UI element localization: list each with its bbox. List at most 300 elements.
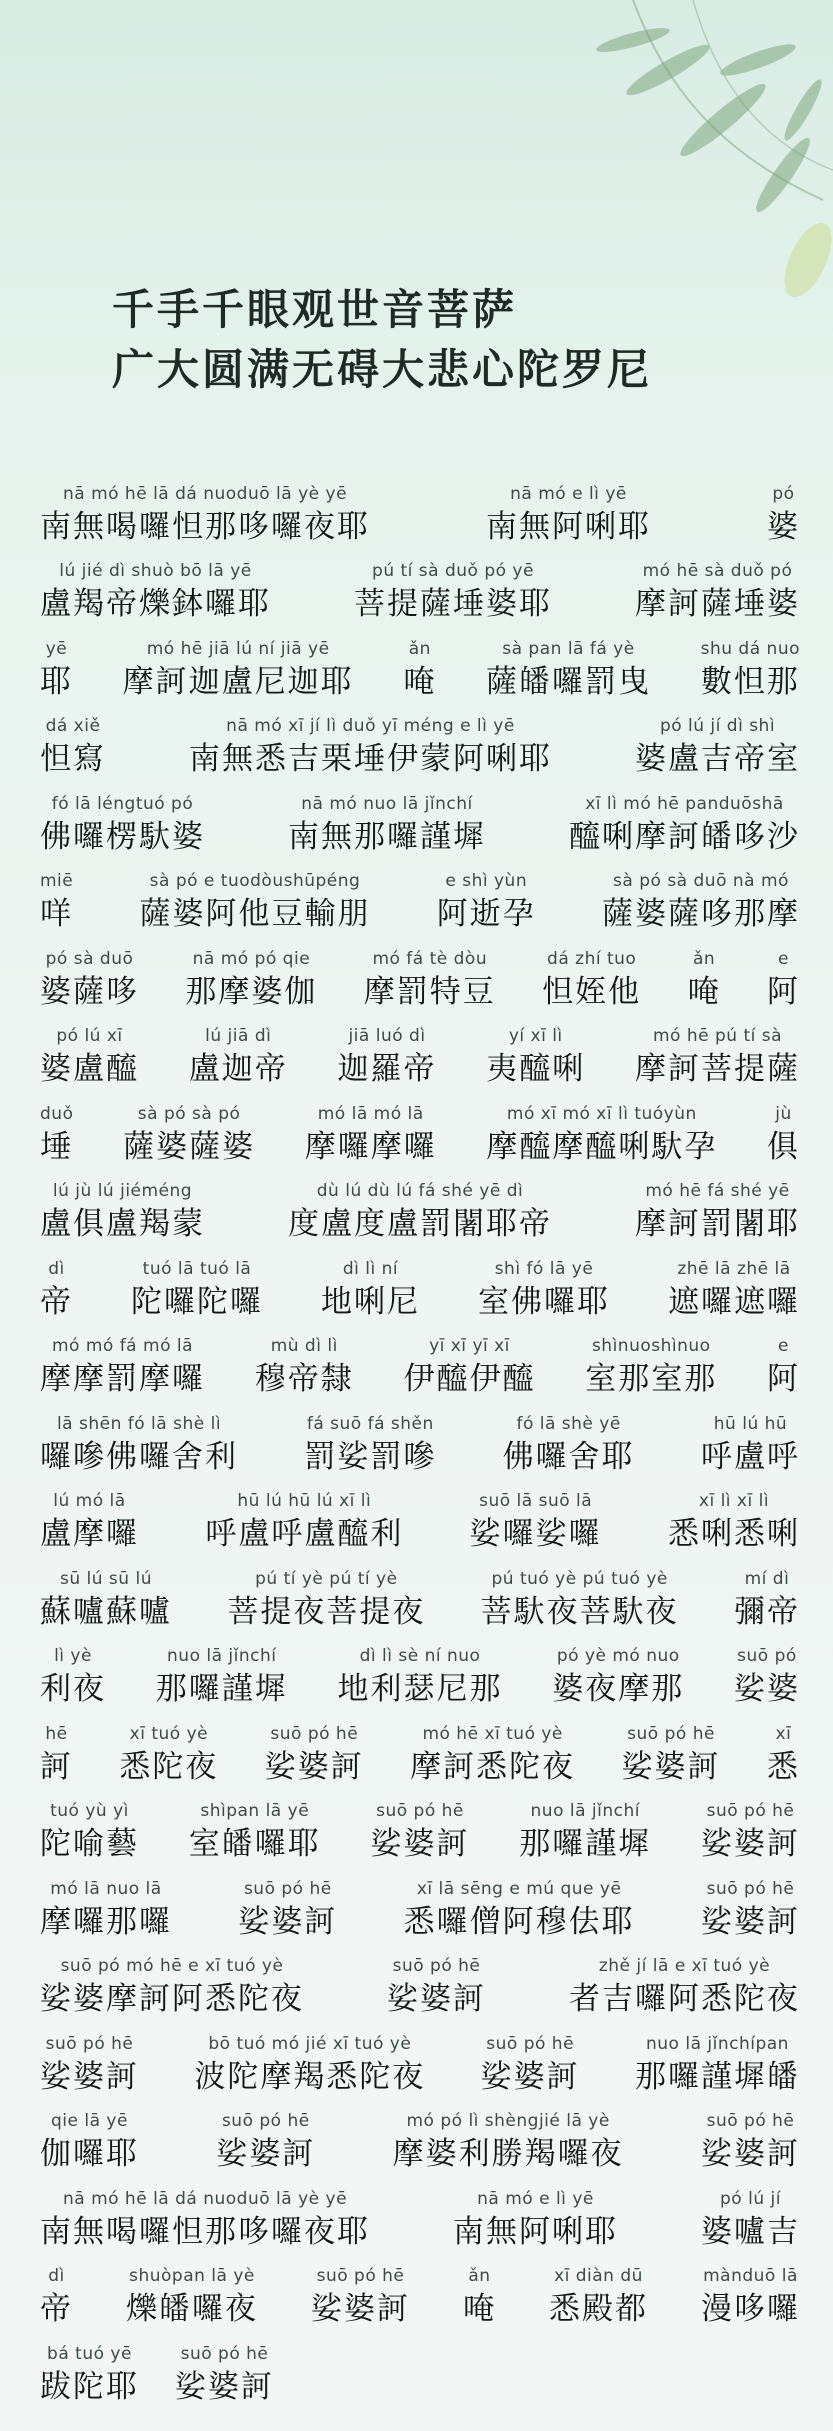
phrase	[40, 947, 139, 1013]
phrase	[387, 1954, 486, 2020]
hanzi: 俱	[766, 1128, 800, 1165]
phrase	[354, 559, 552, 625]
hanzi: 室那室那	[585, 1361, 718, 1397]
pinyin: dá xiě	[45, 716, 101, 736]
pinyin: fá suō fá shěn	[306, 1413, 434, 1434]
phrase	[486, 482, 651, 548]
phrase	[701, 2109, 800, 2175]
hanzi: 陀囉陀囉	[131, 1283, 263, 1320]
hanzi: 佛囉舍耶	[502, 1438, 635, 1475]
pinyin: xī lì mó hē panduōshā	[585, 793, 784, 814]
hanzi: 醯唎摩訶皤哆沙	[569, 818, 800, 855]
hanzi: 伊醯伊醯	[403, 1361, 536, 1397]
phrase	[216, 2109, 315, 2175]
hanzi: 咩	[40, 896, 74, 932]
pinyin: suō pó mó hē e xī tuó yè	[60, 1956, 284, 1976]
hanzi: 娑婆訶	[264, 1748, 364, 1785]
hanzi: 那囉謹墀	[155, 1671, 288, 1707]
pinyin: mó mó fá mó lā	[51, 1336, 194, 1356]
hanzi: 漫哆囉	[701, 2291, 800, 2327]
phrase	[404, 1334, 536, 1400]
phrase	[453, 2187, 618, 2253]
phrase	[40, 2264, 73, 2330]
pinyin: shì fó lā yē	[494, 1258, 594, 1279]
phrase	[701, 1877, 800, 1943]
pinyin: pú tí sà duǒ pó yē	[372, 561, 534, 581]
phrase	[635, 2032, 800, 2098]
hanzi: 室佛囉耶	[478, 1283, 610, 1320]
hanzi: 佛囉楞馱婆	[40, 818, 205, 855]
hanzi: 南無阿唎耶	[486, 508, 651, 545]
phrase	[767, 1722, 800, 1788]
phrase	[40, 869, 73, 935]
hanzi: 南無喝囉怛那哆囉夜耶	[40, 2213, 370, 2250]
pinyin: suō pó	[737, 1646, 797, 1666]
phrase	[767, 1334, 800, 1400]
pinyin: pó yè mó nuo	[556, 1646, 680, 1666]
pinyin: hū lú hū lú xī lì	[237, 1491, 372, 1511]
phrase	[569, 792, 800, 858]
hanzi: 爍皤囉夜	[126, 2291, 258, 2327]
pinyin: duǒ	[40, 1103, 74, 1124]
pinyin: mó xī mó xī lì tuóyùn	[506, 1103, 697, 1124]
pinyin: shuòpan lā yè	[129, 2266, 255, 2286]
phrase	[321, 1257, 420, 1323]
hanzi: 娑婆訶	[370, 1826, 470, 1862]
pinyin: e shì yùn	[445, 871, 528, 891]
hanzi: 怛姪他	[542, 973, 642, 1010]
phrase	[404, 1877, 635, 1943]
pinyin: mó hē sà duǒ pó	[642, 561, 793, 581]
hanzi: 摩醯摩醯唎馱孕	[486, 1128, 718, 1165]
phrase	[767, 947, 800, 1013]
pinyin: fó lā shè yē	[516, 1413, 621, 1434]
pinyin: suō pó hē	[243, 1878, 332, 1899]
phrase	[371, 1799, 470, 1865]
pinyin: pó	[772, 483, 795, 504]
phrase	[767, 482, 800, 548]
phrase	[668, 1257, 800, 1323]
hanzi: 耶	[40, 663, 73, 700]
sutra-line	[40, 2020, 800, 2098]
pinyin: fó lā léngtuó pó	[51, 793, 194, 814]
phrase	[635, 1024, 800, 1090]
sutra-line	[40, 1710, 800, 1788]
pinyin: yí xī lì	[508, 1026, 563, 1046]
sutra-line	[40, 1013, 800, 1091]
hanzi: 娑婆訶	[238, 1903, 338, 1940]
phrase	[481, 2032, 580, 2098]
pinyin: mó hē xī tuó yè	[422, 1723, 563, 1744]
hanzi: 薩婆薩婆	[123, 1128, 256, 1165]
hanzi: 地唎尼	[321, 1283, 420, 1320]
pinyin: pú tí yè pú tí yè	[255, 1568, 398, 1589]
sutra-line	[40, 1245, 800, 1323]
hanzi: 悉	[766, 1748, 800, 1785]
hanzi: 彌帝	[733, 1593, 800, 1630]
pinyin: dì lì ní	[342, 1258, 399, 1279]
sutra-line	[40, 935, 800, 1013]
phrase	[364, 947, 496, 1013]
pinyin: suō pó hē	[45, 2033, 134, 2054]
hanzi: 度盧度盧罰闍耶帝	[288, 1206, 552, 1242]
sutra-line	[40, 1943, 800, 2021]
phrase	[478, 1257, 610, 1323]
phrase	[486, 1024, 585, 1090]
hanzi: 薩婆薩哆那摩	[602, 896, 800, 932]
hanzi: 夷醯唎	[486, 1051, 586, 1087]
hanzi: 摩囉摩囉	[304, 1128, 437, 1165]
pinyin: mó hē jiā lú ní jiā yē	[146, 638, 330, 659]
phrase	[189, 1024, 288, 1090]
phrase	[622, 1722, 721, 1788]
hanzi: 悉殿都	[549, 2291, 648, 2327]
pinyin: nā mó hē lā dá nuoduō lā yè yē	[62, 2188, 348, 2209]
pinyin: suō pó hē	[706, 1878, 795, 1899]
sutra-line	[40, 780, 800, 858]
pinyin: sū lú sū lú	[60, 1568, 152, 1589]
hanzi: 娑婆訶	[621, 1748, 721, 1785]
pinyin: nuo lā jǐnchípan	[646, 2033, 789, 2054]
phrase	[40, 1799, 139, 1865]
pinyin: ǎn	[692, 948, 716, 969]
phrase	[40, 1334, 205, 1400]
phrase	[40, 559, 271, 625]
hanzi: 數怛那	[700, 663, 800, 700]
hanzi: 摩訶迦盧尼迦耶	[122, 663, 354, 700]
pinyin: suō pó hē	[270, 1723, 359, 1744]
hanzi: 唵	[403, 663, 437, 700]
hanzi: 悉唎悉唎	[667, 1516, 800, 1552]
hanzi: 那囉謹墀皤	[634, 2058, 800, 2095]
pinyin: nā mó e lì yē	[510, 483, 627, 504]
hanzi: 菩提夜菩提夜	[227, 1593, 426, 1630]
pinyin: hē	[45, 1723, 68, 1744]
phrase	[40, 1257, 73, 1323]
hanzi: 薩婆阿他豆輸朋	[139, 896, 371, 932]
hanzi: 娑婆訶	[216, 2136, 316, 2172]
pinyin: pó lú xī	[56, 1026, 123, 1046]
pinyin: nā mó hē lā dá nuoduō lā yè yē	[62, 483, 348, 504]
sutra-line	[40, 1478, 800, 1556]
pinyin: bō tuó mó jié xī tuó yè	[208, 2033, 412, 2054]
phrase	[123, 637, 354, 703]
phrase	[393, 2109, 624, 2175]
hanzi: 摩訶菩提薩	[635, 1051, 800, 1087]
pinyin: nā mó e lì yē	[477, 2188, 594, 2209]
phrase	[338, 1024, 437, 1090]
phrase	[701, 2264, 800, 2330]
pinyin: suō pó hē	[221, 2111, 310, 2131]
hanzi: 摩訶薩埵婆	[635, 586, 800, 622]
phrase	[688, 947, 721, 1013]
sutra-line	[40, 2330, 800, 2408]
phrase	[140, 869, 371, 935]
phrase	[542, 947, 641, 1013]
pinyin: dì	[48, 1258, 65, 1279]
phrase	[552, 1644, 684, 1710]
pinyin: xī tuó yè	[129, 1723, 209, 1744]
pinyin: zhē lā zhē lā	[677, 1258, 791, 1279]
hanzi: 摩摩罰摩囉	[40, 1361, 205, 1397]
phrase	[481, 1567, 679, 1633]
hanzi: 罰娑罰嘇	[304, 1438, 437, 1475]
sutra-line	[40, 1168, 800, 1246]
phrase	[767, 1102, 800, 1168]
sutra-line	[40, 1400, 800, 1478]
hanzi: 娑囉娑囉	[469, 1516, 602, 1552]
sutra-line	[40, 470, 800, 548]
pinyin: suō pó hē	[392, 1956, 481, 1976]
hanzi: 盧迦帝	[188, 1051, 288, 1087]
sutra-line	[40, 1788, 800, 1866]
pinyin: nā mó nuo lā jǐnchí	[301, 793, 473, 814]
phrase	[255, 1334, 354, 1400]
pinyin: tuó lā tuó lā	[142, 1258, 252, 1279]
hanzi: 地利瑟尼那	[337, 1671, 503, 1707]
hanzi: 利夜	[40, 1671, 106, 1707]
pinyin: dì lì sè ní nuo	[359, 1646, 481, 1666]
phrase	[585, 1334, 717, 1400]
pinyin: mó hē fá shé yē	[645, 1181, 790, 1201]
pinyin: nā mó xī jí lì duǒ yī méng e lì yē	[226, 716, 515, 736]
phrase	[602, 869, 800, 935]
pinyin: mó lā mó lā	[317, 1103, 424, 1124]
phrase	[470, 1489, 602, 1555]
sutra-line	[40, 2175, 800, 2253]
hanzi: 南無阿唎耶	[453, 2213, 618, 2250]
phrase	[40, 482, 370, 548]
phrase	[410, 1722, 575, 1788]
phrase	[265, 1722, 364, 1788]
hanzi: 摩訶悉陀夜	[410, 1748, 576, 1785]
pinyin: sà pó sà pó	[137, 1103, 241, 1124]
hanzi: 伽囉耶	[40, 2136, 139, 2172]
phrase	[40, 1412, 238, 1478]
pinyin: e	[778, 1336, 789, 1356]
pinyin: mó hē pú tí sà	[652, 1026, 783, 1046]
hanzi: 唵	[463, 2291, 496, 2327]
phrase	[305, 1102, 437, 1168]
sutra-line	[40, 548, 800, 626]
hanzi: 婆	[767, 508, 800, 545]
pinyin: shu dá nuo	[700, 638, 800, 659]
phrase	[668, 1489, 800, 1555]
pinyin: mànduō lā	[703, 2266, 798, 2286]
hanzi: 薩皤囉罰曳	[485, 663, 651, 700]
pinyin: lì yè	[54, 1646, 92, 1666]
pinyin: mó lā nuo lā	[50, 1878, 162, 1899]
phrase	[194, 2032, 425, 2098]
phrase	[205, 1489, 403, 1555]
pinyin: nā mó pó qie	[192, 948, 311, 969]
pinyin: xī	[775, 1723, 792, 1744]
hanzi: 那摩婆伽	[185, 973, 318, 1010]
pinyin: suō pó hē	[316, 2266, 405, 2286]
phrase	[635, 1179, 800, 1245]
phrase	[156, 1644, 288, 1710]
phrase	[549, 2264, 648, 2330]
pinyin: nuo lā jǐnchí	[167, 1646, 277, 1666]
sutra-line	[40, 703, 800, 781]
hanzi: 娑婆訶	[311, 2291, 410, 2327]
phrase	[40, 2187, 370, 2253]
hanzi: 菩馱夜菩馱夜	[480, 1593, 679, 1630]
pinyin: suō pó hē	[486, 2033, 575, 2054]
pinyin: suō lā suō lā	[479, 1491, 593, 1511]
hanzi: 菩提薩埵婆耶	[354, 586, 552, 622]
phrase	[503, 1412, 635, 1478]
phrase	[40, 1722, 73, 1788]
pinyin: yī xī yī xī	[429, 1336, 510, 1356]
phrase	[463, 2264, 496, 2330]
phrase	[701, 637, 800, 703]
phrase	[569, 1954, 800, 2020]
hanzi: 娑婆訶	[701, 1826, 800, 1862]
pinyin: suō pó hē	[376, 1801, 464, 1821]
hanzi: 迦羅帝	[337, 1051, 437, 1087]
hanzi: 唵	[687, 973, 721, 1010]
hanzi: 帝	[40, 1283, 73, 1320]
sutra-line	[40, 2253, 800, 2331]
sutra-line	[40, 1323, 800, 1401]
sutra-line	[40, 1555, 800, 1633]
hanzi: 婆盧吉帝室	[635, 741, 800, 777]
sutra-line	[40, 1633, 800, 1711]
title-line-1: 千手千眼观世音菩萨	[112, 285, 518, 334]
pinyin: sà pó e tuodòushūpéng	[149, 871, 361, 891]
phrase	[734, 1567, 800, 1633]
phrase	[734, 1644, 800, 1710]
sutra-line	[40, 1865, 800, 1943]
hanzi: 訶	[40, 1748, 73, 1785]
hanzi: 娑婆訶	[700, 1903, 800, 1940]
pinyin: suō pó hē	[706, 1801, 795, 1821]
hanzi: 阿逝孕	[436, 896, 536, 932]
phrase	[40, 1024, 139, 1090]
pinyin: ǎn	[408, 638, 431, 659]
pinyin: pú tuó yè pú tuó yè	[491, 1568, 668, 1589]
phrase	[185, 947, 317, 1013]
phrase	[701, 1412, 800, 1478]
pinyin: sà pan lā fá yè	[502, 638, 635, 659]
hanzi: 悉陀夜	[119, 1748, 219, 1785]
hanzi: 摩罰特豆	[363, 973, 496, 1010]
phrase	[40, 792, 205, 858]
pinyin: suō pó hē	[180, 2343, 269, 2364]
pinyin: e	[777, 948, 789, 969]
hanzi: 埵	[40, 1128, 74, 1165]
hanzi: 娑婆訶	[175, 2368, 274, 2405]
pinyin: xī lì xī lì	[698, 1491, 770, 1511]
pinyin: yē	[45, 638, 68, 659]
pinyin: sà pó sà duō nà mó	[613, 871, 789, 891]
hanzi: 盧羯帝爍鉢囉耶	[40, 586, 271, 622]
hanzi: 盧摩囉	[40, 1516, 139, 1552]
phrase	[175, 2342, 274, 2408]
phrase	[288, 792, 486, 858]
phrase	[40, 2032, 139, 2098]
hanzi: 阿	[767, 1361, 800, 1397]
hanzi: 帝	[40, 2291, 73, 2327]
pinyin: xī lā sēng e mú que yē	[416, 1878, 622, 1899]
pinyin: pó lú jí dì shì	[659, 716, 776, 736]
hanzi: 穆帝隸	[254, 1361, 354, 1397]
pinyin: dá zhí tuo	[547, 948, 637, 969]
hanzi: 那囉謹墀	[519, 1826, 652, 1862]
pinyin: jiā luó dì	[348, 1026, 426, 1046]
phrase	[131, 1257, 263, 1323]
hanzi: 室皤囉耶	[188, 1826, 321, 1862]
phrase	[119, 1722, 218, 1788]
phrase	[40, 1567, 172, 1633]
hanzi: 蘇嚧蘇嚧	[40, 1593, 172, 1630]
hanzi: 者吉囉阿悉陀夜	[569, 1981, 800, 2017]
pinyin: dì	[48, 2266, 65, 2286]
hanzi: 呼盧呼	[700, 1438, 800, 1475]
phrase	[437, 869, 536, 935]
phrase	[123, 1102, 255, 1168]
phrase	[40, 1877, 172, 1943]
phrase	[701, 2187, 800, 2253]
phrase	[227, 1567, 425, 1633]
phrase	[486, 1102, 717, 1168]
phrase	[40, 1489, 139, 1555]
pinyin: lú jù lú jiéméng	[52, 1181, 193, 1201]
hanzi: 婆嚧吉	[701, 2213, 800, 2250]
hanzi: 娑婆摩訶阿悉陀夜	[40, 1981, 304, 2017]
pinyin: lú jié dì shuò bō lā yē	[59, 561, 252, 581]
title-block	[112, 280, 652, 400]
pinyin: hū lú hū	[713, 1413, 788, 1434]
hanzi: 南無悉吉栗埵伊蒙阿唎耶	[189, 741, 552, 777]
hanzi: 娑婆	[734, 1671, 800, 1707]
hanzi: 阿	[766, 973, 800, 1010]
pinyin: suō pó hē	[706, 2111, 795, 2131]
hanzi: 娑婆訶	[387, 1981, 486, 2017]
phrase	[304, 1412, 436, 1478]
pinyin: lā shēn fó lā shè lì	[56, 1413, 222, 1434]
pinyin: shìpan lā yē	[200, 1801, 310, 1821]
pinyin: bá tuó yē	[47, 2343, 132, 2364]
hanzi: 南無那囉謹墀	[288, 818, 486, 855]
phrase	[40, 1954, 304, 2020]
hanzi: 南無喝囉怛那哆囉夜耶	[40, 508, 370, 545]
pinyin: mó pó lì shèngjié lā yè	[406, 2111, 610, 2131]
phrase	[486, 637, 651, 703]
pinyin: zhě jí lā e xī tuó yè	[598, 1956, 771, 1976]
sutra-line	[40, 1090, 800, 1168]
pinyin: pó sà duō	[45, 948, 134, 969]
hanzi: 摩婆利勝羯囉夜	[392, 2136, 624, 2172]
phrase	[338, 1644, 503, 1710]
phrase	[519, 1799, 651, 1865]
hanzi: 摩訶罰闍耶	[635, 1206, 800, 1242]
hanzi: 波陀摩羯悉陀夜	[194, 2058, 426, 2095]
pinyin: shìnuoshìnuo	[591, 1336, 711, 1356]
phrase	[40, 637, 73, 703]
hanzi: 娑婆訶	[700, 2136, 800, 2172]
pinyin: mù dì lì	[270, 1336, 338, 1356]
hanzi: 遮囉遮囉	[668, 1283, 800, 1320]
hanzi: 呼盧呼盧醯利	[205, 1516, 404, 1552]
sutra-text	[40, 470, 800, 2408]
hanzi: 怛寫	[40, 741, 106, 777]
pinyin: lú jiā dì	[205, 1026, 272, 1046]
sutra-line	[40, 858, 800, 936]
hanzi: 婆薩哆	[40, 973, 139, 1010]
phrase	[635, 559, 800, 625]
